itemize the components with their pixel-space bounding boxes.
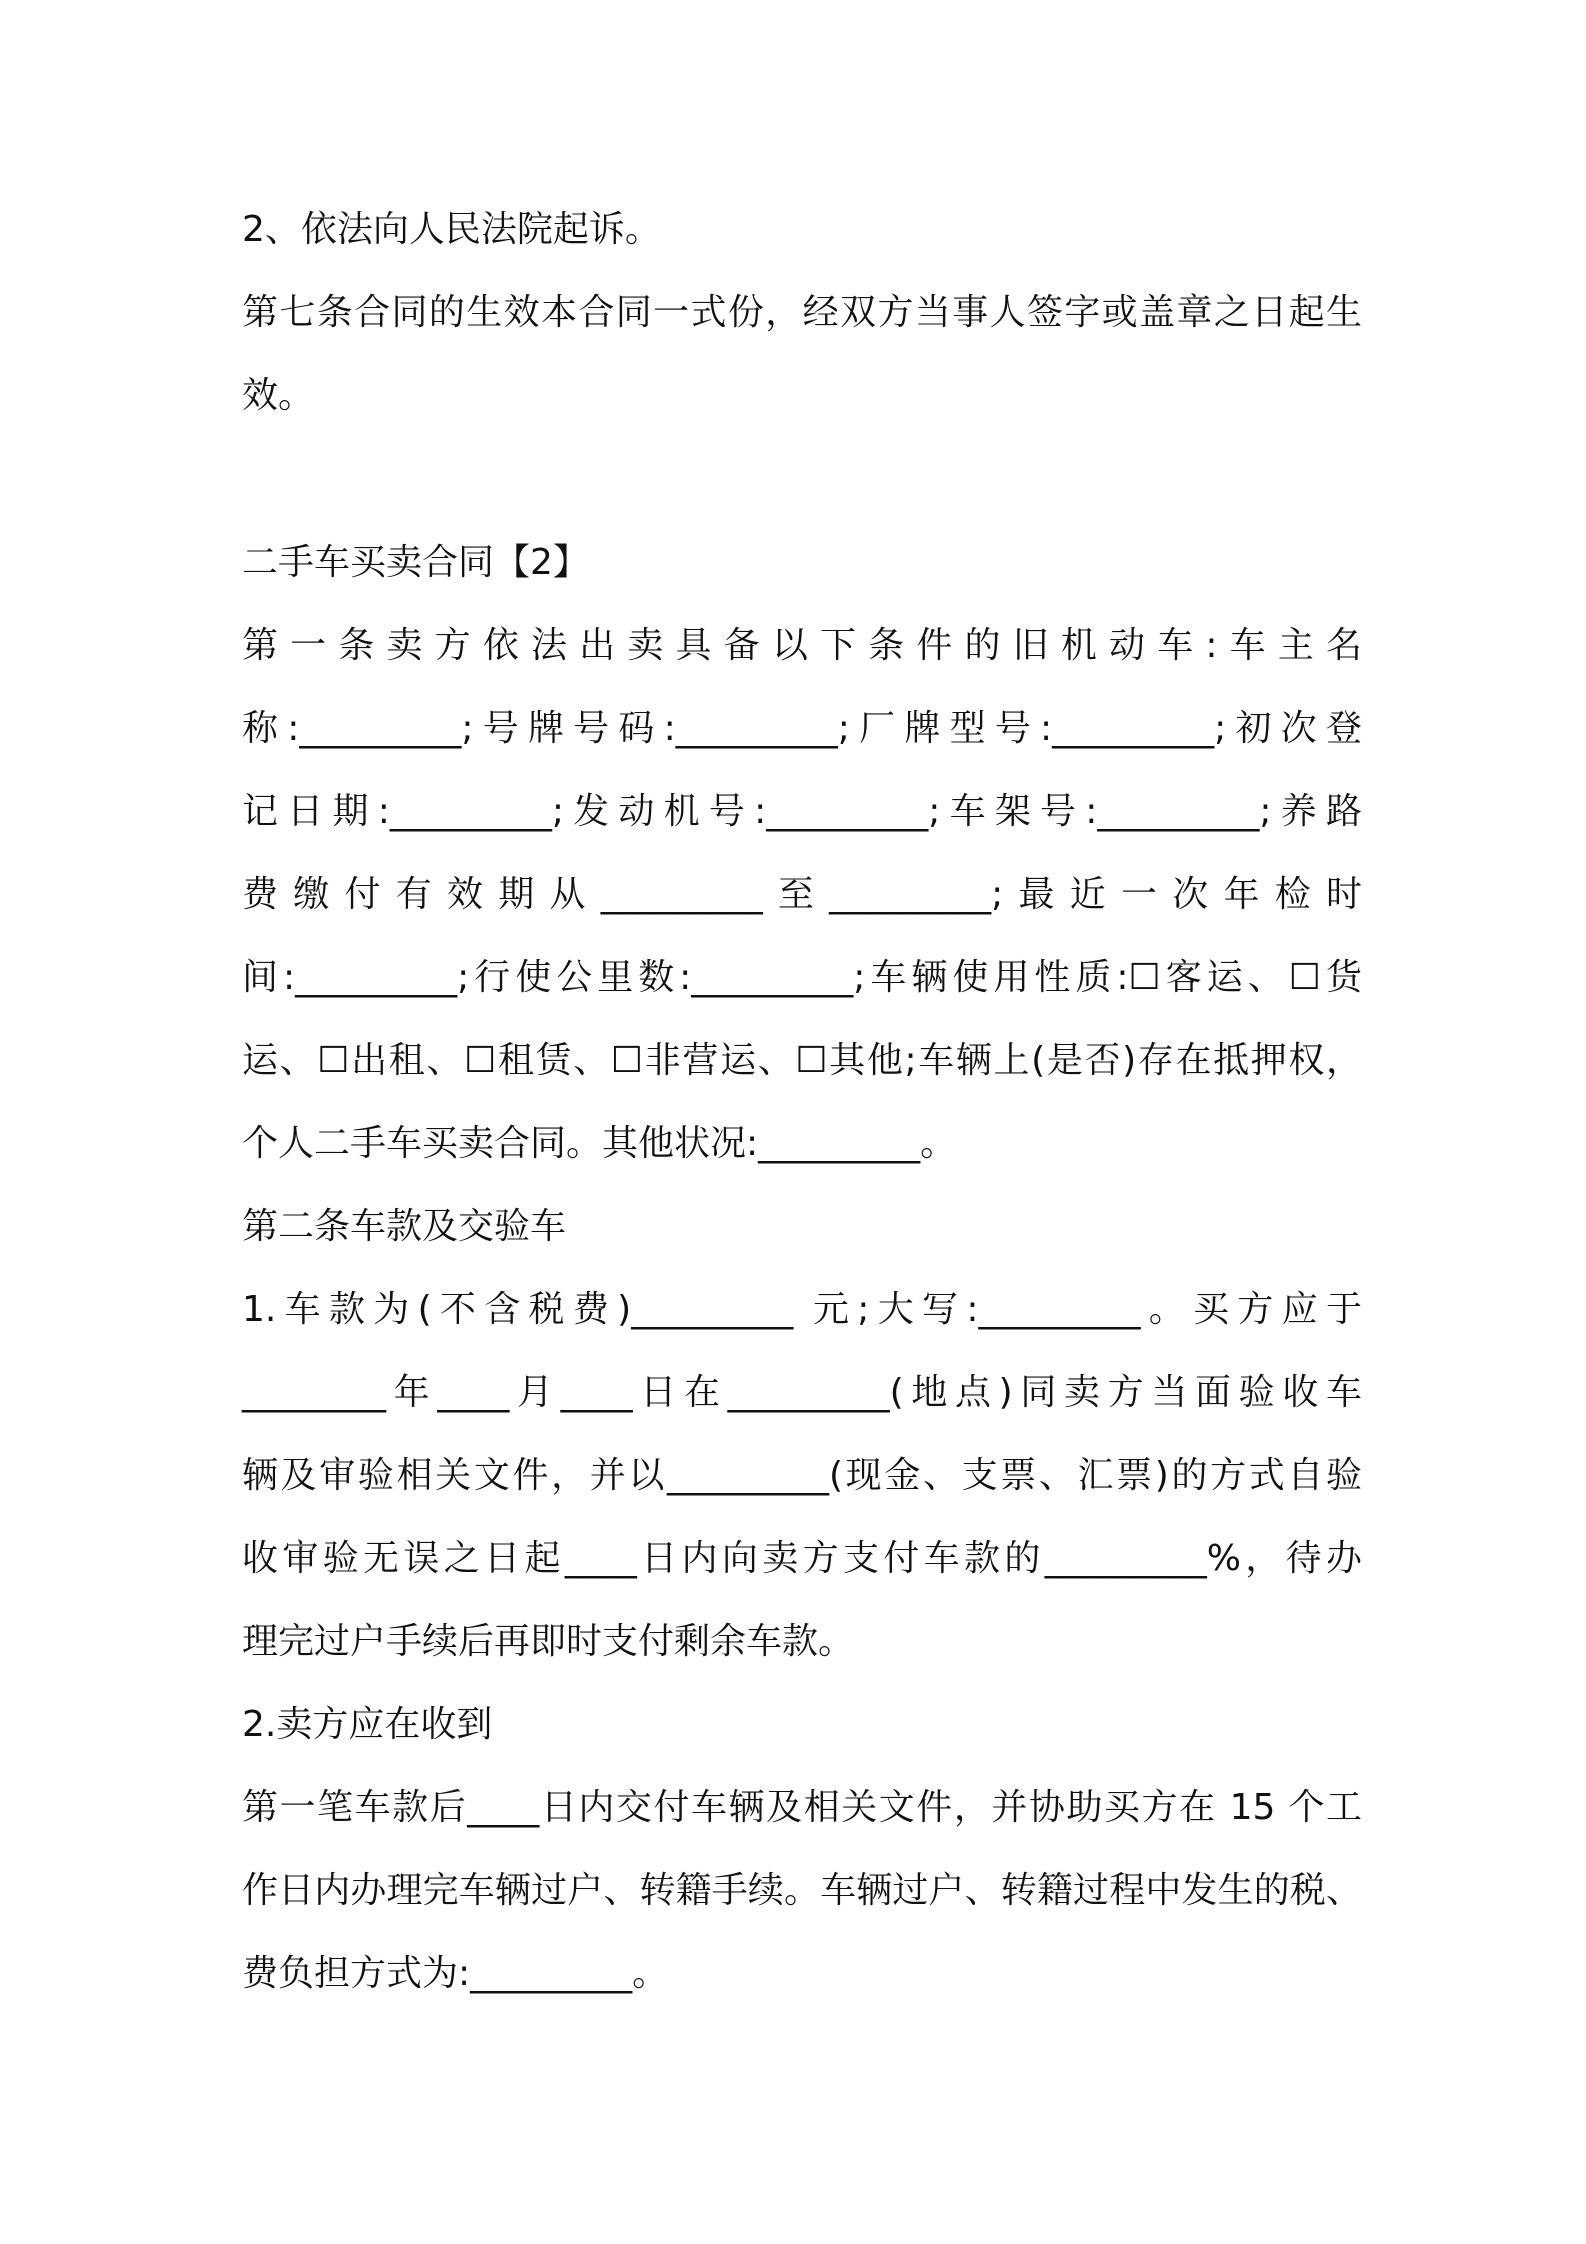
article-1-line-5: 间:_________;行使公里数:_________;车辆使用性质:☐客运、☐货 bbox=[242, 957, 1362, 998]
article-2-item-1-line-5: 理完过户手续后再即时支付剩余车款。 bbox=[242, 1621, 855, 1662]
article-2-item-2-line-3: 费负担方式为:_________。 bbox=[242, 1953, 669, 1994]
article-1-line-6: 运、☐出租、☐租赁、☐非营运、☐其他;车辆上(是否)存在抵押权， bbox=[242, 1040, 1362, 1081]
article-2-item-1-line-3: 辆及审验相关文件，并以_________(现金、支票、汇票)的方式自验 bbox=[242, 1455, 1362, 1496]
article-1-line-3: 记日期:_________;发动机号:_________;车架号:_________;养路 bbox=[242, 791, 1362, 832]
article-2-item-2-line-2: 作日内办理完车辆过户、转籍手续。车辆过户、转籍过程中发生的税、 bbox=[242, 1870, 1362, 1911]
article-7-line-1: 第七条合同的生效本合同一式份，经双方当事人签字或盖章之日起生 bbox=[242, 292, 1362, 333]
article-7-line-2: 效。 bbox=[242, 375, 315, 416]
article-1-line-2: 称:_________;号牌号码:_________;厂牌型号:_________;初次登 bbox=[242, 708, 1362, 749]
article-2-item-2-line-1: 第一笔车款后____日内交付车辆及相关文件，并协助买方在 15 个工 bbox=[242, 1787, 1362, 1828]
article-1-line-4: 费缴付有效期从_________至_________;最近一次年检时 bbox=[242, 874, 1362, 915]
article-2-item-1-line-4: 收审验无误之日起____日内向卖方支付车款的_________%，待办 bbox=[242, 1538, 1362, 1579]
article-2-item-2-heading: 2.卖方应在收到 bbox=[242, 1704, 493, 1745]
article-2-heading: 第二条车款及交验车 bbox=[242, 1206, 567, 1247]
contract-2-title: 二手车买卖合同【2】 bbox=[242, 542, 589, 583]
article-2-item-1-line-1: 1.车款为(不含税费)_________ 元;大写:_________。买方应于 bbox=[242, 1289, 1362, 1330]
article-2-item-1-line-2: ________年____月____日在_________(地点)同卖方当面验收车 bbox=[242, 1372, 1362, 1413]
article-1-line-7: 个人二手车买卖合同。其他状况:_________。 bbox=[242, 1123, 957, 1164]
clause-litigation: 2、依法向人民法院起诉。 bbox=[242, 209, 661, 250]
article-1-line-1: 第一条卖方依法出卖具备以下条件的旧机动车:车主名 bbox=[242, 625, 1362, 666]
